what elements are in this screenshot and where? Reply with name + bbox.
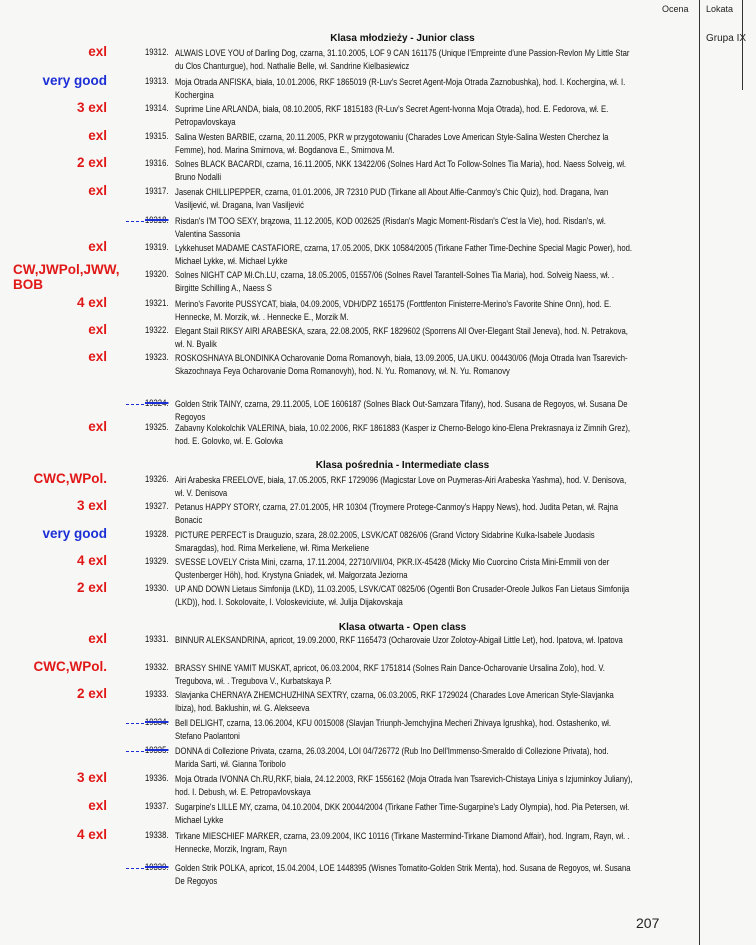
catalog-number: 19327. bbox=[145, 501, 169, 512]
catalog-number: 19314. bbox=[145, 103, 169, 114]
entry-text: ROSKOSHNAYA BLONDINKA Ocharovanie Doma Romanovyh, biała, 13.09.2005, UA.UKU. 004430/06 (Moja Otrada Ivan Tsarevich-Skazochnaya Feya Ocharovanie Doma Romanovyh), hod. N. Yu. Romanovy, wł. N. Yu. Romanovy bbox=[175, 353, 628, 377]
catalog-number: 19320. bbox=[145, 269, 169, 280]
catalog-number: 19329. bbox=[145, 556, 169, 567]
entry-text: Golden Strik TAINY, czarna, 29.11.2005, LOE 1606187 (Solnes Black Out-Samzara Tifany), hod. Susana de Regoyos, wł. Susana De Regoyos bbox=[175, 399, 628, 423]
handwritten-grade: 3 exl bbox=[76, 100, 107, 115]
catalog-number: 19338. bbox=[145, 830, 169, 841]
handwritten-grade: exl bbox=[88, 349, 107, 364]
handwritten-grade: 3 exl bbox=[76, 498, 107, 513]
entry-text: Airi Arabeska FREELOVE, biała, 17.05.2005, RKF 1729096 (Magicstar Love on Puymeras-Airi Arabeska Yashma), hod. V. Denisova, wł. V. Denisova bbox=[175, 475, 627, 499]
section-title-junior: Klasa młodzieży - Junior class bbox=[330, 33, 475, 44]
catalog-number: 19317. bbox=[145, 186, 169, 197]
catalog-number: 19334. bbox=[145, 717, 169, 728]
entry-text: Zabavny Kolokolchik VALERINA, biała, 10.02.2006, RKF 1861883 (Kasper iz Cherno-Belogo kino-Elena Prekrasnaya iz Zimnih Grez), hod. E. Golovko, wł. E. Golovka bbox=[175, 423, 631, 447]
entry-text: SVESSE LOVELY Crista Mini, czarna, 17.11.2004, 22710/VII/04, PKR.IX-45428 (Micky Mio Cuorcino Crista Mini-Emmili von der Qustenberger Höh), hod. Krystyna Gniadek, wł. Małgorzata Jeziorna bbox=[175, 557, 610, 581]
handwritten-grade: CWC,WPol. bbox=[33, 659, 107, 674]
catalog-number: 19313. bbox=[145, 76, 169, 87]
handwritten-grade: exl bbox=[88, 44, 107, 59]
catalog-number: 19324. bbox=[145, 398, 169, 409]
catalog-number: 19319. bbox=[145, 242, 169, 253]
handwritten-grade: exl bbox=[88, 631, 107, 646]
entry-text: Golden Strik POLKA, apricot, 15.04.2004, LOE 1448395 (Wisnes Tomatito-Golden Strik Menta), hod. Susana de Regoyos, wł. Susana De Regoyos bbox=[175, 863, 631, 887]
handwritten-grade: 4 exl bbox=[76, 295, 107, 310]
entry-text: Moja Otrada ANFISKA, biała, 10.01.2006, RKF 1865019 (R-Luv's Secret Agent-Moja Otrada Zaznobushka), hod. I. Kochergina, wł. I. Kochergina bbox=[175, 77, 626, 101]
entry-text: Solnes BLACK BACARDI, czarna, 16.11.2005, NKK 13422/06 (Solnes Hard Act To Follow-Solnes Tia Maria), hod. Naess Solveig, wł. Bruno Nodalli bbox=[175, 159, 627, 183]
catalog-number: 19312. bbox=[145, 47, 169, 58]
handwritten-grade: very good bbox=[42, 73, 107, 88]
page-number: 207 bbox=[636, 915, 660, 931]
entry-text: PICTURE PERFECT is Drauguzio, szara, 28.02.2005, LSVK/CAT 0826/06 (Grand Victory Sidabrine Kulka-Isabele Juodasis Smaragdas), hod. Rima Merkeliene, wł. Rima Merkeliene bbox=[175, 530, 595, 554]
entry-text: BINNUR ALEKSANDRINA, apricot, 19.09.2000, RKF 1165473 (Ocharovaie Uzor Zolotoy-Abigail Little Let), hod. Ipatova, wł. Ipatova bbox=[175, 635, 623, 646]
absent-mark bbox=[126, 751, 144, 752]
handwritten-grade: exl bbox=[88, 183, 107, 198]
column-header-lokata: Lokata bbox=[706, 4, 734, 14]
catalog-number: 19328. bbox=[145, 529, 169, 540]
column-divider bbox=[699, 0, 700, 945]
entry-text: BRASSY SHINE YAMIT MUSKAT, apricot, 06.03.2004, RKF 1751814 (Solnes Rain Dance-Ocharovanie Ursalina Zolo), hod. V. Tregubova, wł. . Tregubova V., Kurbatskaya P. bbox=[175, 663, 605, 687]
entry-text: Jasenak CHILLIPEPPER, czarna, 01.01.2006, JR 72310 PUD (Tirkane all About Alfie-Canmoy's Chic Quiz), hod. Dragana, Ivan Vasiljević, wł. Dragana, Ivan Vasiljević bbox=[175, 187, 609, 211]
catalog-number: 19332. bbox=[145, 662, 169, 673]
catalog-number: 19322. bbox=[145, 325, 169, 336]
entry-text: Elegant Stail RIKSY AIRI ARABESKA, szara, 22.08.2005, RKF 1829602 (Sporrens All Over-Elegant Stail Jeneva), hod. N. Petrakova, wł. N. Byalik bbox=[175, 326, 628, 350]
entry-text: ALWAIS LOVE YOU of Darling Dog, czarna, 31.10.2005, LOF 9 CAN 161175 (Unique l'Empreinte d'une Passion-Revlon My Little Star du Clos Chanturgue), hod. Nathalie Belle, wł. Sandrine Kielbasiewicz bbox=[175, 48, 630, 72]
handwritten-grade: exl bbox=[88, 128, 107, 143]
handwritten-grade: exl bbox=[88, 239, 107, 254]
handwritten-grade: CW,JWPol,JWW, BOB bbox=[13, 262, 120, 292]
catalog-number: 19318. bbox=[145, 215, 169, 226]
entry-text: Risdan's I'M TOO SEXY, brązowa, 11.12.2005, KOD 002625 (Risdan's Magic Moment-Risdan's C'est la Vie), hod. Risdan's, wł. Valentina Sassonia bbox=[175, 216, 606, 240]
entry-text: Merino's Favorite PUSSYCAT, biała, 04.09.2005, VDH/DPZ 165175 (Forttfenton Finisterre-Merino's Favorite Shine Onn), hod. E. Hennecke, M. Morzik, wł. . Hennecke E., Morzik M. bbox=[175, 299, 612, 323]
column-divider bbox=[742, 0, 743, 90]
entry-text: Slavjanka CHERNAYA ZHEMCHUZHINA SEXTRY, czarna, 06.03.2005, RKF 1729024 (Charades Love American Style-Slavjanka Ibiza), hod. Baklushin, wł. G. Alekseeva bbox=[175, 690, 614, 714]
catalog-number: 19326. bbox=[145, 474, 169, 485]
section-title-intermediate: Klasa pośrednia - Intermediate class bbox=[315, 460, 490, 471]
entry-text: Solnes NIGHT CAP Mł.Ch.LU, czarna, 18.05.2005, 01557/06 (Solnes Ravel Tarantell-Solnes Tia Maria), hod. Solveig Naess, wł. . Birgitte Schilling A., Naess S bbox=[175, 270, 614, 294]
section-title-open: Klasa otwarta - Open class bbox=[338, 622, 467, 633]
catalog-number: 19336. bbox=[145, 773, 169, 784]
entry-text: Salina Westen BARBIE, czarna, 20.11.2005, PKR w przygotowaniu (Charades Love American Style-Salina Westen Cherchez la Femme), hod. Marina Smirnova, wł. Bogdanova E., Smirnova M. bbox=[175, 132, 609, 156]
catalog-number: 19325. bbox=[145, 422, 169, 433]
entry-text: Sugarpine's LILLE MY, czarna, 04.10.2004, DKK 20044/2004 (Tirkane Father Time-Sugarpine's Lady Olympia), hod. Pia Petersen, wł. Michael Lykke bbox=[175, 802, 630, 826]
handwritten-grade: exl bbox=[88, 798, 107, 813]
entry-text: UP AND DOWN Lietaus Simfonija (LKD), 11.03.2005, LSVK/CAT 0825/06 (Ogentli Bon Crusader-Oreole Julkos Fan Lietaus Simfonija (LKD)), hod. I. Sokolovaite, I. Voloskeviciute, wł. Julija Dijakovskaja bbox=[175, 584, 630, 608]
catalog-number: 19330. bbox=[145, 583, 169, 594]
handwritten-grade: very good bbox=[42, 526, 107, 541]
handwritten-grade: exl bbox=[88, 322, 107, 337]
entry-text: Tirkane MIESCHIEF MARKER, czarna, 23.09.2004, IKC 10116 (Tirkane Mastermind-Tirkane Diamond Affair), hod. Ingram, Rayn, wł. . Hennecke, Morzik, Ingram, Rayn bbox=[175, 831, 630, 855]
absent-mark bbox=[126, 868, 144, 869]
handwritten-grade: exl bbox=[88, 419, 107, 434]
handwritten-grade: 2 exl bbox=[76, 155, 107, 170]
group-label: Grupa IX bbox=[706, 33, 747, 44]
catalog-number: 19316. bbox=[145, 158, 169, 169]
handwritten-grade: CWC,WPol. bbox=[33, 471, 107, 486]
catalog-number: 19339. bbox=[145, 862, 169, 873]
handwritten-grade: 2 exl bbox=[76, 580, 107, 595]
absent-mark bbox=[126, 404, 144, 405]
entry-text: Petanus HAPPY STORY, czarna, 27.01.2005, HR 10304 (Troymere Protege-Canmoy's Happy News), hod. Judita Petan, wł. Rajna Bonacic bbox=[175, 502, 619, 526]
catalog-number: 19323. bbox=[145, 352, 169, 363]
catalog-number: 19315. bbox=[145, 131, 169, 142]
entry-text: DONNA di Collezione Privata, czarna, 26.03.2004, LOI 04/726772 (Rub Ino Dell'Immenso-Smeraldo di Collezione Privata), hod. Marida Sarti, wł. Gianna Toribolo bbox=[175, 746, 609, 770]
entry-text: Bell DELIGHT, czarna, 13.06.2004, KFU 0015008 (Slavjan Triunph-Jemchyjina Mecheri Zhivaya Igrushka), hod. Ostashenko, wł. Stefano Paolantoni bbox=[175, 718, 611, 742]
column-header-ocena: Ocena bbox=[662, 4, 689, 14]
absent-mark bbox=[126, 723, 144, 724]
entry-text: Lykkehuset MADAME CASTAFIORE, czarna, 17.05.2005, DKK 10584/2005 (Tirkane Father Time-Dechine Special Magic Power), hod. Michael Lykke, wł. Michael Lykke bbox=[175, 243, 633, 267]
catalog-number: 19335. bbox=[145, 745, 169, 756]
handwritten-grade: 4 exl bbox=[76, 827, 107, 842]
catalog-number: 19331. bbox=[145, 634, 169, 645]
handwritten-grade: 4 exl bbox=[76, 553, 107, 568]
handwritten-grade: 3 exl bbox=[76, 770, 107, 785]
catalog-number: 19337. bbox=[145, 801, 169, 812]
entry-text: Moja Otrada IVONNA Ch.RU,RKF, biała, 24.12.2003, RKF 1556162 (Moja Otrada Ivan Tsarevich-Chistaya Liniya s Izjuminkoy Juliany), hod. I. Debush, wł. E. Petropavlovskaya bbox=[175, 774, 633, 798]
absent-mark bbox=[126, 221, 144, 222]
entry-text: Suprime Line ARLANDA, biała, 08.10.2005, RKF 1815183 (R-Luv's Secret Agent-Ivonna Moja Otrada), hod. E. Fedorova, wł. E. Petropavlovskaya bbox=[175, 104, 609, 128]
handwritten-grade: 2 exl bbox=[76, 686, 107, 701]
catalog-number: 19333. bbox=[145, 689, 169, 700]
catalog-number: 19321. bbox=[145, 298, 169, 309]
